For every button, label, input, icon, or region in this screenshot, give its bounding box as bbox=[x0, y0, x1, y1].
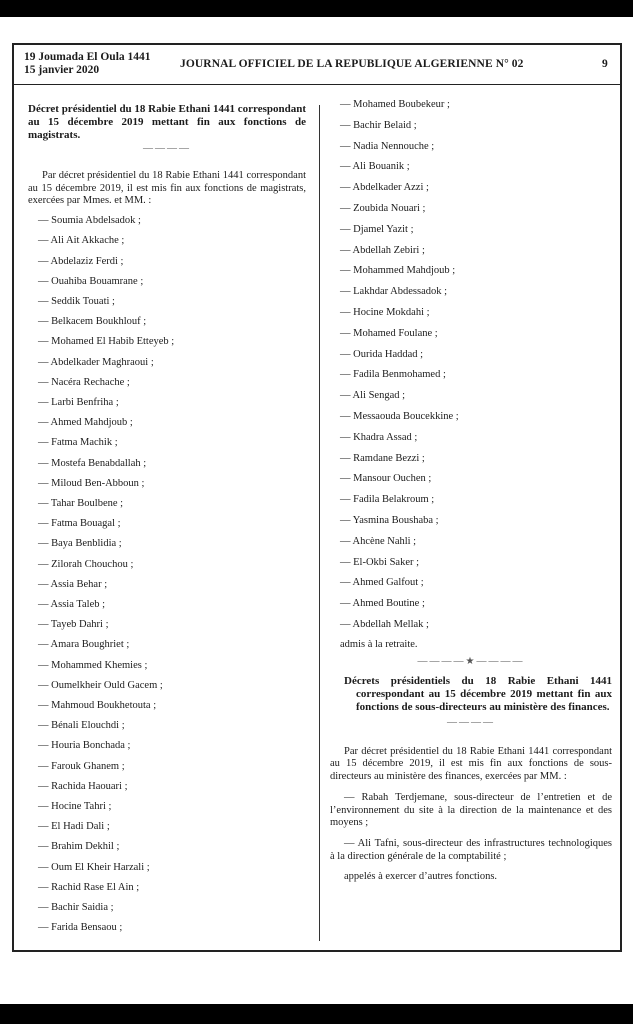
star-separator: ————★———— bbox=[417, 655, 525, 667]
magistrate-name: — Farida Bensaou ; bbox=[38, 922, 123, 934]
magistrate-name: — Fatma Machik ; bbox=[38, 437, 118, 449]
magistrate-name: — Mohammed Khemies ; bbox=[38, 659, 148, 671]
magistrate-name: — Mansour Ouchen ; bbox=[340, 473, 432, 485]
header-date-hijri: 19 Joumada El Oula 1441 bbox=[24, 51, 151, 63]
magistrate-name: — Farouk Ghanem ; bbox=[38, 760, 125, 772]
magistrate-name: — Fatma Bouagal ; bbox=[38, 518, 121, 530]
magistrate-name: — Ali Sengad ; bbox=[340, 390, 406, 402]
decree2-separator: ———— bbox=[447, 716, 495, 728]
magistrate-name: — Larbi Benfriha ; bbox=[38, 396, 119, 408]
magistrate-name: — Miloud Ben-Abboun ; bbox=[38, 477, 145, 489]
magistrates-list-right bbox=[330, 95, 612, 636]
page-number: 9 bbox=[602, 58, 608, 70]
magistrate-name: — Ourida Haddad ; bbox=[340, 348, 424, 360]
magistrate-name: — Bachir Belaid ; bbox=[340, 119, 417, 131]
left-column bbox=[28, 103, 306, 938]
magistrate-name: — Oumelkheir Ould Gacem ; bbox=[38, 679, 163, 691]
decree1-separator: ———— bbox=[143, 143, 191, 154]
magistrate-name: — Abdellah Mellak ; bbox=[340, 618, 429, 630]
magistrate-name: — Ahcène Nahli ; bbox=[340, 535, 417, 547]
magistrate-name: — Assia Behar ; bbox=[38, 578, 108, 590]
magistrate-name: — Seddik Touati ; bbox=[38, 295, 115, 307]
magistrate-name: — Ramdane Bezzi ; bbox=[340, 452, 425, 464]
magistrate-name: — Abdelaziz Ferdi ; bbox=[38, 255, 124, 267]
magistrate-name: — Fadila Benmohamed ; bbox=[340, 369, 446, 381]
magistrate-name: — El Hadi Dali ; bbox=[38, 821, 110, 833]
magistrate-name: — Rachid Rase El Ain ; bbox=[38, 881, 140, 893]
magistrate-name: — Abdellah Zebiri ; bbox=[340, 244, 425, 256]
magistrate-name: — Mohamed Foulane ; bbox=[340, 327, 438, 339]
magistrate-name: — Fadila Belakroum ; bbox=[340, 494, 435, 506]
magistrate-name: — Abdelkader Maghraoui ; bbox=[38, 356, 154, 368]
decree2-title: Décrets présidentiels du 18 Rabie Ethani 1441 correspondant au 15 décembre 2019 mettant fin aux fonctions de sous-directeurs au ministère des finances. bbox=[344, 674, 612, 713]
magistrate-name: — Mahmoud Boukhetouta ; bbox=[38, 699, 157, 711]
magistrate-name: — Bénali Elouchdi ; bbox=[38, 720, 125, 732]
magistrate-name: — Yasmina Boushaba ; bbox=[340, 514, 439, 526]
decree2-closing: appelés à exercer d’autres fonctions. bbox=[344, 871, 498, 883]
magistrate-name: — Mohamed Boubekeur ; bbox=[340, 99, 450, 110]
magistrate-name: — Baya Benblidia ; bbox=[38, 538, 122, 550]
magistrate-name: — Ali Ait Akkache ; bbox=[38, 235, 125, 247]
magistrate-name: — Soumia Abdelsadok ; bbox=[38, 215, 141, 227]
decree1-title: Décret présidentiel du 18 Rabie Ethani 1441 correspondant au 15 décembre 2019 mettant fin aux fonctions de magistrats. bbox=[28, 103, 306, 141]
decree2-item-1: — Rabah Terdjemane, sous-directeur de l’entretien et de l’environnement du site à la direction de la maintenance et des moyens ; bbox=[330, 791, 612, 829]
magistrate-name: — Assia Taleb ; bbox=[38, 598, 106, 610]
journal-page bbox=[12, 43, 622, 952]
magistrate-name: — Mohammed Mahdjoub ; bbox=[340, 265, 456, 277]
magistrate-name: — Houria Bonchada ; bbox=[38, 740, 131, 752]
magistrates-list-left bbox=[28, 211, 306, 938]
magistrate-name: — Khadra Assad ; bbox=[340, 431, 418, 443]
magistrate-name: — Ouahiba Bouamrane ; bbox=[38, 275, 144, 287]
magistrate-name: — El-Okbi Saker ; bbox=[340, 556, 420, 568]
magistrate-name: — Bachir Saidia ; bbox=[38, 902, 114, 914]
magistrate-name: — Hocine Tahri ; bbox=[38, 801, 112, 812]
magistrate-name: — Nadia Nennouche ; bbox=[340, 140, 435, 152]
magistrate-name: — Messaouda Boucekkine ; bbox=[340, 410, 459, 422]
magistrate-name: — Nacéra Rechache ; bbox=[38, 376, 130, 388]
magistrate-name: — Amara Boughriet ; bbox=[38, 639, 130, 651]
page-header bbox=[14, 45, 620, 85]
magistrate-name: — Ahmed Boutine ; bbox=[340, 598, 425, 610]
magistrate-name: — Tayeb Dahri ; bbox=[38, 619, 109, 631]
magistrate-name: — Djamel Yazit ; bbox=[340, 223, 414, 235]
magistrate-name: — Mohamed El Habib Etteyeb ; bbox=[38, 336, 175, 348]
decree1-intro: Par décret présidentiel du 18 Rabie Ethani 1441 correspondant au 15 décembre 2019, il est mis fin aux fonctions de magistrats, exercées par Mmes. et MM. : bbox=[28, 170, 306, 207]
magistrate-name: — Tahar Boulbene ; bbox=[38, 497, 124, 509]
magistrate-name: — Ahmed Galfout ; bbox=[340, 577, 424, 589]
decree1-closing: admis à la retraite. bbox=[340, 638, 418, 650]
magistrate-name: — Rachida Haouari ; bbox=[38, 780, 128, 792]
magistrate-name: — Zoubida Nouari ; bbox=[340, 202, 426, 214]
magistrate-name: — Zilorah Chouchou ; bbox=[38, 558, 134, 570]
magistrate-name: — Ali Bouanik ; bbox=[340, 161, 410, 173]
magistrate-name: — Hocine Mokdahi ; bbox=[340, 306, 430, 318]
bottom-black-bar bbox=[0, 1004, 633, 1024]
journal-title: JOURNAL OFFICIEL DE LA REPUBLIQUE ALGERIENNE N° 02 bbox=[180, 58, 524, 70]
header-date-gregorian: 15 janvier 2020 bbox=[24, 64, 100, 76]
magistrate-name: — Brahim Dekhil ; bbox=[38, 841, 120, 853]
magistrate-name: — Oum El Kheir Harzali ; bbox=[38, 861, 150, 873]
magistrate-name: — Mostefa Benabdallah ; bbox=[38, 457, 147, 469]
right-column bbox=[330, 99, 612, 884]
magistrate-name: — Ahmed Mahdjoub ; bbox=[38, 417, 133, 429]
decree2-item-2: — Ali Tafni, sous-directeur des infrastructures technologiques à la direction générale de la comptabilité ; bbox=[330, 837, 612, 862]
column-divider bbox=[319, 105, 320, 941]
magistrate-name: — Lakhdar Abdessadok ; bbox=[340, 286, 448, 298]
top-black-bar bbox=[0, 0, 633, 17]
magistrate-name: — Belkacem Boukhlouf ; bbox=[38, 316, 147, 328]
magistrate-name: — Abdelkader Azzi ; bbox=[340, 182, 429, 194]
decree2-intro: Par décret présidentiel du 18 Rabie Ethani 1441 correspondant au 15 décembre 2019, il est mis fin aux fonctions de sous-directeurs au ministère des finances, exercées par MM. : bbox=[330, 745, 612, 783]
